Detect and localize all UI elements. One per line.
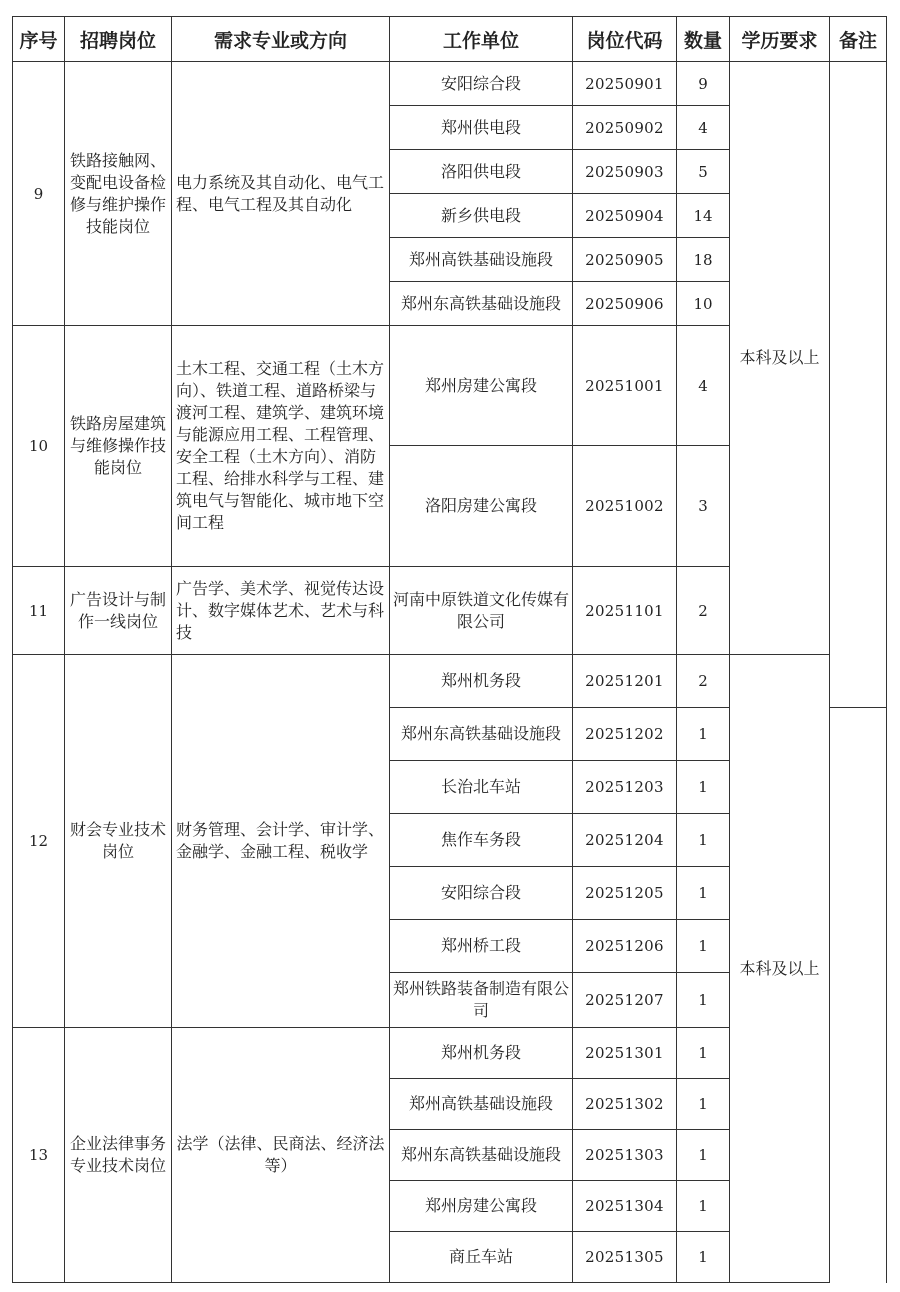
unit-cell: 郑州高铁基础设施段: [390, 238, 573, 282]
unit-cell: 安阳综合段: [390, 62, 573, 106]
count-cell: 1: [677, 867, 730, 920]
count-cell: 1: [677, 920, 730, 973]
count-cell: 1: [677, 1181, 730, 1232]
count-cell: 4: [677, 106, 730, 150]
major-cell: 电力系统及其自动化、电气工程、电气工程及其自动化: [172, 62, 390, 326]
unit-cell: 郑州铁路装备制造有限公司: [390, 973, 573, 1028]
count-cell: 1: [677, 1130, 730, 1181]
code-cell: 20251207: [573, 973, 677, 1028]
count-cell: 1: [677, 1028, 730, 1079]
unit-cell: 郑州东高铁基础设施段: [390, 282, 573, 326]
unit-cell: 郑州供电段: [390, 106, 573, 150]
count-cell: 1: [677, 761, 730, 814]
code-cell: 20251206: [573, 920, 677, 973]
unit-cell: 郑州东高铁基础设施段: [390, 708, 573, 761]
code-cell: 20250903: [573, 150, 677, 194]
header-code: 岗位代码: [573, 17, 677, 62]
seq-cell: 12: [13, 655, 65, 1028]
header-count: 数量: [677, 17, 730, 62]
seq-cell: 11: [13, 567, 65, 655]
unit-cell: 新乡供电段: [390, 194, 573, 238]
remark-cell: [830, 62, 887, 708]
code-cell: 20251101: [573, 567, 677, 655]
count-cell: 2: [677, 655, 730, 708]
count-cell: 4: [677, 326, 730, 446]
code-cell: 20251305: [573, 1232, 677, 1283]
position-cell: 企业法律事务专业技术岗位: [65, 1028, 172, 1283]
count-cell: 5: [677, 150, 730, 194]
code-cell: 20250902: [573, 106, 677, 150]
code-cell: 20251302: [573, 1079, 677, 1130]
header-unit: 工作单位: [390, 17, 573, 62]
header-seq: 序号: [13, 17, 65, 62]
unit-cell: 安阳综合段: [390, 867, 573, 920]
count-cell: 9: [677, 62, 730, 106]
code-cell: 20251303: [573, 1130, 677, 1181]
position-cell: 广告设计与制作一线岗位: [65, 567, 172, 655]
code-cell: 20251002: [573, 446, 677, 567]
unit-cell: 郑州房建公寓段: [390, 326, 573, 446]
count-cell: 1: [677, 973, 730, 1028]
count-cell: 1: [677, 708, 730, 761]
major-cell: 财务管理、会计学、审计学、金融学、金融工程、税收学: [172, 655, 390, 1028]
unit-cell: 郑州机务段: [390, 655, 573, 708]
unit-cell: 河南中原铁道文化传媒有限公司: [390, 567, 573, 655]
count-cell: 3: [677, 446, 730, 567]
unit-cell: 焦作车务段: [390, 814, 573, 867]
code-cell: 20250905: [573, 238, 677, 282]
code-cell: 20250901: [573, 62, 677, 106]
unit-cell: 郑州东高铁基础设施段: [390, 1130, 573, 1181]
count-cell: 2: [677, 567, 730, 655]
seq-cell: 9: [13, 62, 65, 326]
header-remark: 备注: [830, 17, 887, 62]
count-cell: 1: [677, 1079, 730, 1130]
major-cell: 广告学、美术学、视觉传达设计、数字媒体艺术、艺术与科技: [172, 567, 390, 655]
code-cell: 20251001: [573, 326, 677, 446]
seq-cell: 13: [13, 1028, 65, 1283]
unit-cell: 郑州机务段: [390, 1028, 573, 1079]
unit-cell: 郑州高铁基础设施段: [390, 1079, 573, 1130]
code-cell: 20251202: [573, 708, 677, 761]
seq-cell: 10: [13, 326, 65, 567]
education-cell: 本科及以上: [730, 62, 830, 655]
table-row: [13, 62, 887, 106]
header-education: 学历要求: [730, 17, 830, 62]
code-cell: 20251204: [573, 814, 677, 867]
unit-cell: 郑州桥工段: [390, 920, 573, 973]
code-cell: 20251203: [573, 761, 677, 814]
recruitment-table: [12, 16, 887, 1283]
major-cell: 法学（法律、民商法、经济法等）: [172, 1028, 390, 1283]
unit-cell: 长治北车站: [390, 761, 573, 814]
code-cell: 20251205: [573, 867, 677, 920]
count-cell: 18: [677, 238, 730, 282]
unit-cell: 商丘车站: [390, 1232, 573, 1283]
header-major: 需求专业或方向: [172, 17, 390, 62]
count-cell: 10: [677, 282, 730, 326]
education-cell: 本科及以上: [730, 655, 830, 1283]
unit-cell: 洛阳供电段: [390, 150, 573, 194]
code-cell: 20251304: [573, 1181, 677, 1232]
header-position: 招聘岗位: [65, 17, 172, 62]
table-header-row: [13, 17, 887, 62]
major-cell: 土木工程、交通工程（土木方向）、铁道工程、道路桥梁与渡河工程、建筑学、建筑环境与能源应用工程、工程管理、安全工程（土木方向）、消防工程、给排水科学与工程、建筑电气与智能化、城市地下空间工程: [172, 326, 390, 567]
unit-cell: 洛阳房建公寓段: [390, 446, 573, 567]
position-cell: 铁路接触网、变配电设备检修与维护操作技能岗位: [65, 62, 172, 326]
code-cell: 20250906: [573, 282, 677, 326]
code-cell: 20250904: [573, 194, 677, 238]
unit-cell: 郑州房建公寓段: [390, 1181, 573, 1232]
position-cell: 铁路房屋建筑与维修操作技能岗位: [65, 326, 172, 567]
count-cell: 1: [677, 1232, 730, 1283]
count-cell: 1: [677, 814, 730, 867]
table-row: [13, 655, 887, 708]
position-cell: 财会专业技术岗位: [65, 655, 172, 1028]
code-cell: 20251301: [573, 1028, 677, 1079]
code-cell: 20251201: [573, 655, 677, 708]
count-cell: 14: [677, 194, 730, 238]
